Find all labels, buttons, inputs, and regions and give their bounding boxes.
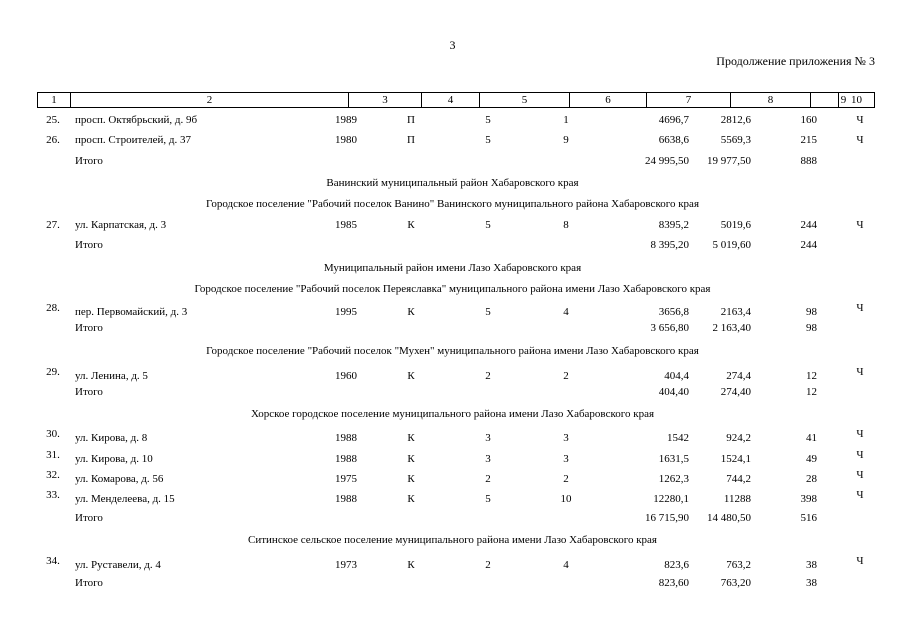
header-cell: 2 — [70, 93, 348, 107]
section-heading: Городское поселение "Рабочий поселок "Мухен" муниципального района имени Лазо Хабаровского края — [206, 345, 699, 357]
entrances: 3 — [563, 453, 569, 465]
residents: 98 — [806, 306, 817, 318]
entrances: 3 — [563, 432, 569, 444]
address: ул. Ленина, д. 5 — [75, 370, 148, 382]
year: 1988 — [335, 493, 357, 505]
ownership: Ч — [856, 219, 864, 231]
floors: 5 — [485, 134, 491, 146]
area-living: 11288 — [723, 493, 751, 505]
row-number: 29. — [46, 366, 60, 378]
address: ул. Менделеева, д. 15 — [75, 493, 175, 505]
area-living: 5019,6 — [720, 219, 751, 231]
year: 1985 — [335, 219, 357, 231]
area-total: 1262,3 — [658, 473, 689, 485]
entrances: 2 — [563, 473, 569, 485]
address: ул. Карпатская, д. 3 — [75, 219, 167, 231]
table-row — [37, 133, 875, 149]
continuation-note: Продолжение приложения № 3 — [716, 54, 875, 68]
section-heading: Хорское городское поселение муниципального района имени Лазо Хабаровского края — [250, 408, 655, 420]
entrances: 1 — [563, 114, 569, 126]
ownership: Ч — [856, 366, 864, 378]
floors: 2 — [485, 370, 491, 382]
entrances: 10 — [560, 493, 572, 505]
area-total: 823,60 — [658, 577, 689, 589]
material: К — [407, 473, 415, 485]
table-row — [37, 489, 875, 508]
area-living: 744,2 — [726, 473, 751, 485]
area-living: 2 163,40 — [712, 322, 751, 334]
year: 1960 — [335, 370, 357, 382]
floors: 5 — [485, 219, 491, 231]
row-number: 33. — [46, 489, 60, 501]
section-heading: Городское поселение "Рабочий поселок Ванино" Ванинского муниципального района Хабаровского края — [205, 198, 700, 210]
residents: 12 — [806, 370, 817, 382]
address: ул. Комарова, д. 56 — [75, 473, 164, 485]
residents: 516 — [800, 512, 817, 524]
ownership: Ч — [856, 489, 864, 501]
ownership: Ч — [856, 428, 864, 440]
header-cell: 3 — [348, 93, 421, 107]
material: П — [407, 134, 415, 146]
area-total: 6638,6 — [658, 134, 689, 146]
residents: 28 — [806, 473, 817, 485]
address: ул. Кирова, д. 10 — [75, 453, 153, 465]
residents: 215 — [800, 134, 817, 146]
area-total: 404,4 — [664, 370, 689, 382]
residents: 888 — [800, 155, 817, 167]
table-row — [37, 449, 875, 468]
section-heading: Ситинское сельское поселение муниципального района имени Лазо Хабаровского края — [248, 534, 657, 546]
address: пер. Первомайский, д. 3 — [75, 306, 188, 318]
residents: 244 — [800, 219, 817, 231]
table-row — [37, 154, 875, 170]
row-number: 32. — [46, 469, 60, 481]
area-living: 763,20 — [720, 577, 751, 589]
section-heading: Ванинский муниципальный район Хабаровского края — [326, 177, 579, 189]
address: ул. Руставели, д. 4 — [75, 559, 161, 571]
material: П — [407, 114, 415, 126]
table-row — [37, 469, 875, 488]
header-cell: 7 — [646, 93, 730, 107]
year: 1995 — [335, 306, 357, 318]
row-number: 25. — [46, 114, 60, 126]
residents: 38 — [806, 559, 817, 571]
address: просп. Октябрьский, д. 9б — [75, 114, 198, 126]
area-total: 823,6 — [664, 559, 689, 571]
area-living: 274,40 — [720, 386, 751, 398]
residents: 38 — [806, 577, 817, 589]
year: 1973 — [335, 559, 357, 571]
area-living: 5569,3 — [720, 134, 751, 146]
entrances: 4 — [563, 559, 569, 571]
year: 1988 — [335, 432, 357, 444]
header-cell: 4 — [421, 93, 479, 107]
table-row — [37, 428, 875, 447]
row-number: 30. — [46, 428, 60, 440]
table-row — [37, 218, 875, 234]
year: 1988 — [335, 453, 357, 465]
material: К — [407, 306, 415, 318]
row-number: 34. — [46, 555, 60, 567]
area-total: 4696,7 — [658, 114, 689, 126]
table-row — [37, 238, 875, 254]
material: К — [407, 370, 415, 382]
floors: 5 — [485, 493, 491, 505]
floors: 5 — [485, 306, 491, 318]
residents: 98 — [806, 322, 817, 334]
address: ул. Кирова, д. 8 — [75, 432, 148, 444]
area-living: 1524,1 — [720, 453, 751, 465]
total-label: Итого — [75, 386, 103, 398]
ownership: Ч — [856, 555, 864, 567]
table-header — [37, 92, 875, 108]
table-row — [37, 321, 875, 337]
address: просп. Строителей, д. 37 — [75, 134, 191, 146]
material: К — [407, 453, 415, 465]
total-label: Итого — [75, 239, 103, 251]
ownership: Ч — [856, 449, 864, 461]
table-row — [37, 366, 875, 385]
entrances: 4 — [563, 306, 569, 318]
header-cell: 10 — [838, 93, 874, 107]
area-living: 2812,6 — [720, 114, 751, 126]
area-total: 404,40 — [658, 386, 689, 398]
header-cell: 5 — [479, 93, 569, 107]
entrances: 2 — [563, 370, 569, 382]
area-total: 8395,2 — [658, 219, 689, 231]
table-row — [37, 511, 875, 527]
year: 1975 — [335, 473, 357, 485]
area-living: 5 019,60 — [712, 239, 751, 251]
total-label: Итого — [75, 155, 103, 167]
area-living: 274,4 — [726, 370, 751, 382]
table-row — [37, 385, 875, 401]
area-total: 16 715,90 — [645, 512, 689, 524]
ownership: Ч — [856, 302, 864, 314]
section-heading: Муниципальный район имени Лазо Хабаровского края — [323, 262, 582, 274]
header-cell: 8 — [730, 93, 810, 107]
year: 1989 — [335, 114, 357, 126]
header-cell: 9 — [810, 93, 876, 107]
area-total: 8 395,20 — [650, 239, 689, 251]
material: К — [407, 493, 415, 505]
area-total: 3 656,80 — [650, 322, 689, 334]
residents: 244 — [800, 239, 817, 251]
row-number: 27. — [46, 219, 60, 231]
header-cell: 1 — [51, 94, 57, 106]
header-cell: 6 — [569, 93, 646, 107]
section-heading: Городское поселение "Рабочий поселок Переяславка" муниципального района имени Лазо Хабаровского края — [194, 283, 711, 295]
residents: 49 — [806, 453, 817, 465]
entrances: 9 — [563, 134, 569, 146]
table-row — [37, 113, 875, 129]
material: К — [407, 432, 415, 444]
ownership: Ч — [856, 134, 864, 146]
row-number: 31. — [46, 449, 60, 461]
row-number: 28. — [46, 302, 60, 314]
row-number: 26. — [46, 134, 60, 146]
table-row — [37, 576, 875, 592]
entrances: 8 — [563, 219, 569, 231]
page-number: 3 — [449, 38, 456, 52]
material: К — [407, 219, 415, 231]
year: 1980 — [335, 134, 357, 146]
area-living: 2163,4 — [720, 306, 751, 318]
area-living: 14 480,50 — [707, 512, 751, 524]
floors: 2 — [485, 473, 491, 485]
total-label: Итого — [75, 322, 103, 334]
area-total: 1542 — [667, 432, 689, 444]
floors: 3 — [485, 453, 491, 465]
area-total: 3656,8 — [658, 306, 689, 318]
area-total: 24 995,50 — [645, 155, 689, 167]
residents: 12 — [806, 386, 817, 398]
residents: 398 — [800, 493, 817, 505]
material: К — [407, 559, 415, 571]
area-living: 763,2 — [726, 559, 751, 571]
area-living: 924,2 — [726, 432, 751, 444]
total-label: Итого — [75, 512, 103, 524]
area-total: 12280,1 — [653, 493, 689, 505]
ownership: Ч — [856, 114, 864, 126]
residents: 41 — [806, 432, 817, 444]
residents: 160 — [800, 114, 817, 126]
table-row — [37, 555, 875, 574]
ownership: Ч — [856, 469, 864, 481]
floors: 3 — [485, 432, 491, 444]
floors: 2 — [485, 559, 491, 571]
area-total: 1631,5 — [658, 453, 689, 465]
table-row — [37, 302, 875, 321]
floors: 5 — [485, 114, 491, 126]
total-label: Итого — [75, 577, 103, 589]
area-living: 19 977,50 — [707, 155, 751, 167]
